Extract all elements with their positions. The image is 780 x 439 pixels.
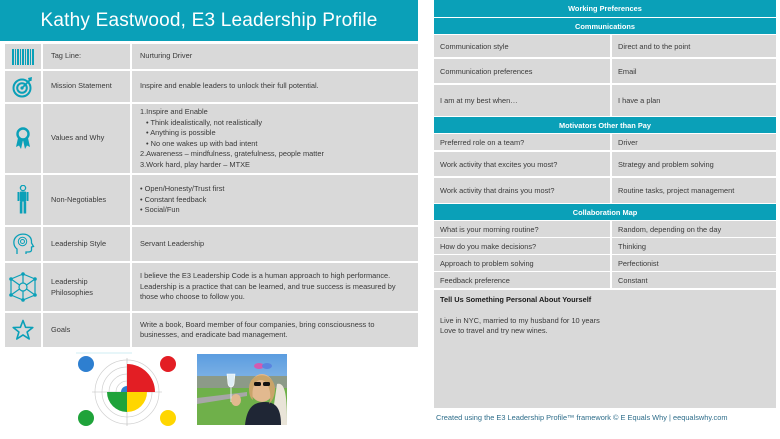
barcode-icon (5, 44, 41, 69)
profile-row-leadership-style (5, 227, 418, 261)
team-network-icon (5, 263, 41, 311)
pref-question: Preferred role on a team? (434, 134, 610, 150)
section-header-collaboration-map: Collaboration Map (434, 204, 776, 220)
footer-credit: Created using the E3 Leadership Profile™ framework © E Equals Why | eequalswhy.com (436, 413, 728, 422)
profile-value-line: • No one wakes up with bad intent (146, 138, 258, 148)
pref-row (434, 272, 776, 288)
star-icon (5, 313, 41, 347)
person-icon (5, 175, 41, 225)
profile-value (132, 263, 418, 311)
profile-row-values (5, 104, 418, 173)
pref-question: Feedback preference (434, 272, 610, 288)
pref-row (434, 255, 776, 271)
profile-value (132, 227, 418, 261)
profile-row-mission-statement (5, 71, 418, 102)
pref-question: Communication style (434, 35, 610, 57)
profile-value-line: businesses, and eradicate bad management. (140, 330, 288, 339)
profile-label: Mission Statement (43, 71, 130, 102)
profile-value-line: Servant Leadership (140, 238, 205, 248)
profile-label: Non-Negotiables (43, 175, 130, 225)
chart-quadrant-green (107, 392, 127, 412)
profile-value-line: 2.Awareness – mindfulness, gratefulness, people matter (140, 149, 324, 158)
profile-row-non-negotiables (5, 175, 418, 225)
page-title: Kathy Eastwood, E3 Leadership Profile (0, 0, 418, 41)
pref-answer: Perfectionist (612, 255, 776, 271)
chart-quadrant-blue (121, 386, 127, 392)
chart-badge-green (78, 410, 94, 426)
pref-answer: Driver (612, 134, 776, 150)
pref-answer: Strategy and problem solving (612, 152, 776, 176)
leadership-quadrant-chart (72, 352, 182, 432)
personal-line: Live in NYC, married to my husband for 10 years (440, 315, 600, 325)
profile-value-line: those who choose to follow you. (140, 292, 245, 302)
pref-answer: Direct and to the point (612, 35, 776, 57)
pref-answer: Routine tasks, project management (612, 178, 776, 203)
pref-answer: Thinking (612, 238, 776, 254)
profile-value-line: Nurturing Driver (140, 51, 193, 61)
profile-label: Tag Line: (43, 44, 130, 69)
pref-row (434, 178, 776, 203)
profile-value-line: Leadership is a practice that can be learned, and true success is measured by (140, 281, 396, 291)
profile-value (132, 44, 418, 69)
profile-label-text: Leadership Philosophies (51, 277, 93, 297)
profile-row-tag-line (5, 44, 418, 69)
pref-question: Approach to problem solving (434, 255, 610, 271)
pref-row (434, 134, 776, 150)
pref-row (434, 221, 776, 237)
profile-value-line: • Think idealistically, not realistically (146, 117, 263, 127)
ribbon-award-icon (5, 104, 41, 173)
pref-row (434, 35, 776, 57)
profile-photo (197, 354, 287, 425)
chart-badge-red (160, 356, 176, 372)
profile-value-line: • Social/Fun (140, 205, 180, 215)
personal-line: Love to travel and try new wines. (440, 326, 548, 335)
section-header-communications: Communications (434, 18, 776, 34)
pref-answer: Constant (612, 272, 776, 288)
profile-label: Goals (43, 313, 130, 347)
profile-value-line: Inspire and enable leaders to unlock their full potential. (140, 81, 319, 91)
pref-question: I am at my best when… (434, 85, 610, 116)
chart-quadrant-yellow (127, 392, 147, 412)
head-brain-icon (5, 227, 41, 261)
pref-row (434, 152, 776, 176)
chart-badge-yellow (160, 410, 176, 426)
target-icon (5, 71, 41, 102)
pref-question: How do you make decisions? (434, 238, 610, 254)
profile-value-line: 1.Inspire and Enable (140, 107, 208, 116)
pref-question: Work activity that excites you most? (434, 152, 610, 176)
profile-value-line: • Open/Honesty/Trust first (140, 184, 225, 194)
personal-heading: Tell Us Something Personal About Yourself (440, 295, 592, 304)
working-preferences-header: Working Preferences (434, 0, 776, 17)
profile-row-goals (5, 313, 418, 347)
pref-question: What is your morning routine? (434, 221, 610, 237)
profile-value-line: 3.Work hard, play harder – MTXE (140, 159, 250, 169)
profile-row-leadership-philosophies (5, 263, 418, 311)
pref-row (434, 238, 776, 254)
profile-label (43, 263, 130, 311)
profile-label: Leadership Style (43, 227, 130, 261)
profile-value (132, 104, 418, 173)
pref-row (434, 85, 776, 116)
pref-question: Work activity that drains you most? (434, 178, 610, 203)
chart-badge-blue (78, 356, 94, 372)
pref-row (434, 59, 776, 83)
profile-value-line: • Constant feedback (140, 194, 207, 204)
profile-value (132, 71, 418, 102)
pref-answer: Email (612, 59, 776, 83)
profile-value-line: I believe the E3 Leadership Code is a human approach to high performance. (140, 271, 391, 281)
chart-quadrant-red (127, 364, 155, 392)
profile-value (132, 175, 418, 225)
pref-question: Communication preferences (434, 59, 610, 83)
profile-value-line: Write a book, Board member of four companies, bring consciousness to (140, 319, 375, 329)
personal-section (434, 290, 776, 408)
profile-value-line: • Anything is possible (146, 128, 216, 137)
section-header-motivators: Motivators Other than Pay (434, 117, 776, 133)
pref-answer: I have a plan (612, 85, 776, 116)
profile-value (132, 313, 418, 347)
profile-label: Values and Why (43, 104, 130, 173)
pref-answer: Random, depending on the day (612, 221, 776, 237)
